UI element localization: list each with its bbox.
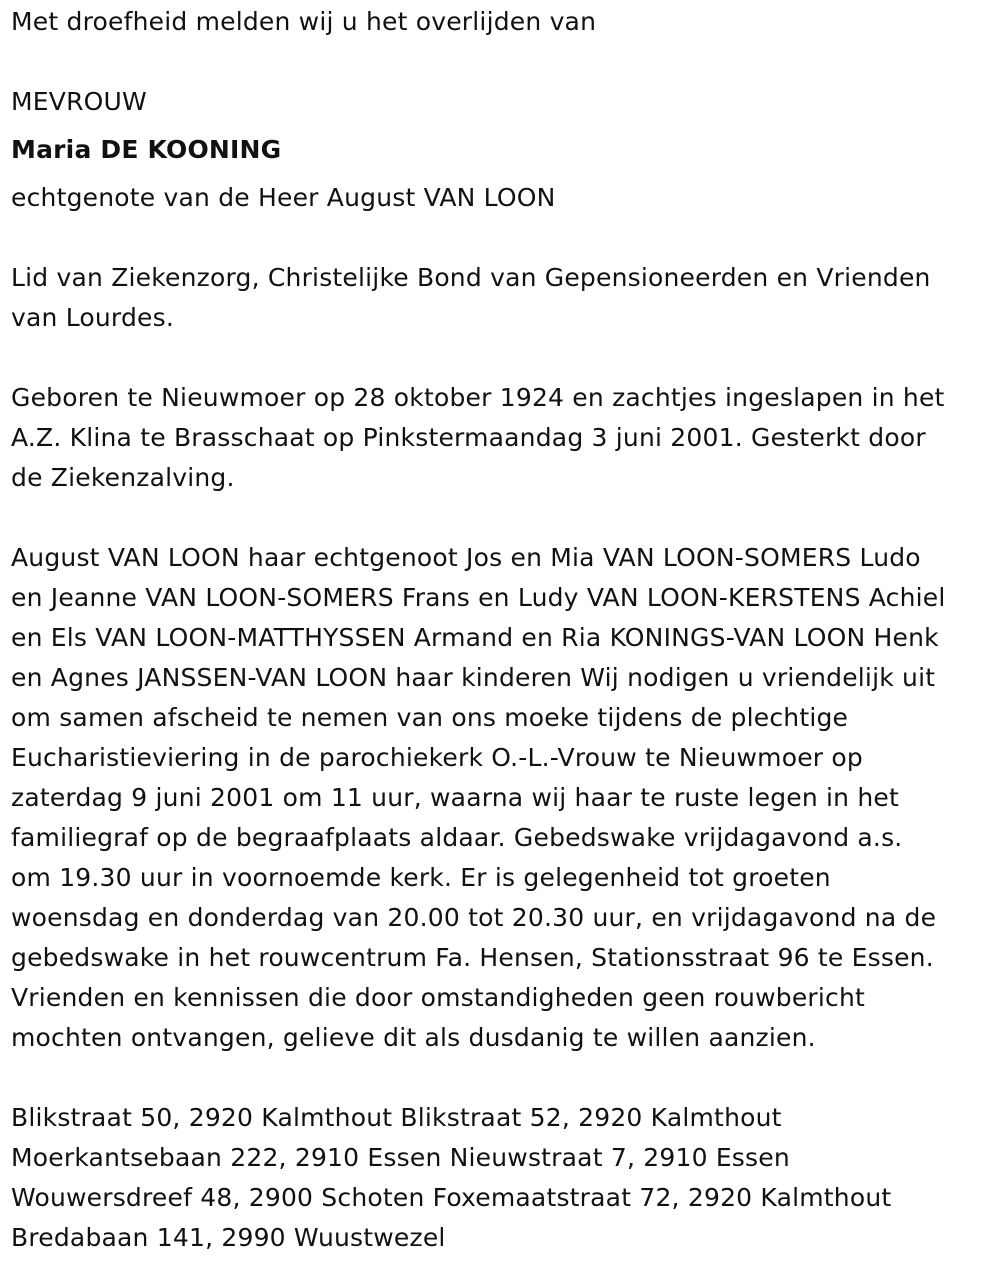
text-line: en Agnes JANSSEN-VAN LOON haar kinderen Wij nodigen u vriendelijk uit [11, 663, 936, 692]
text-line: mochten ontvangen, gelieve dit als dusdanig te willen aanzien. [11, 1023, 816, 1052]
membership-paragraph [11, 258, 991, 338]
text-line: om samen afscheid te nemen van ons moeke tijdens de plechtige [11, 703, 849, 732]
text-line: de Ziekenzalving. [11, 463, 235, 492]
address-line: Blikstraat 50, 2920 Kalmthout Blikstraat 52, 2920 Kalmthout [11, 1103, 782, 1132]
spacer [11, 338, 991, 378]
deceased-name: Maria DE KOONING [11, 135, 282, 164]
birth-death-paragraph [11, 378, 991, 498]
text-line: A.Z. Klina te Brasschaat op Pinkstermaandag 3 juni 2001. Gesterkt door [11, 423, 926, 452]
text-line: en Jeanne VAN LOON-SOMERS Frans en Ludy VAN LOON-KERSTENS Achiel [11, 583, 946, 612]
text-line: gebedswake in het rouwcentrum Fa. Hensen, Stationsstraat 96 te Essen. [11, 943, 934, 972]
honorific: MEVROUW [11, 87, 147, 116]
text-line: zaterdag 9 juni 2001 om 11 uur, waarna wij haar te ruste legen in het [11, 783, 900, 812]
obituary-document [11, 2, 991, 1258]
address-line: Wouwersdreef 48, 2900 Schoten Foxemaatstraat 72, 2920 Kalmthout [11, 1183, 892, 1212]
spacer [11, 1058, 991, 1098]
address-line: Moerkantsebaan 222, 2910 Essen Nieuwstraat 7, 2910 Essen [11, 1143, 790, 1172]
spacer [11, 42, 991, 82]
text-line: en Els VAN LOON-MATTHYSSEN Armand en Ria KONINGS-VAN LOON Henk [11, 623, 939, 652]
text-line: familiegraf op de begraafplaats aldaar. Gebedswake vrijdagavond a.s. [11, 823, 903, 852]
text-line: Eucharistieviering in de parochiekerk O.-L.-Vrouw te Nieuwmoer op [11, 743, 863, 772]
text-line: woensdag en donderdag van 20.00 tot 20.30 uur, en vrijdagavond na de [11, 903, 937, 932]
addresses-paragraph [11, 1098, 991, 1258]
spacer [11, 498, 991, 538]
spacer [11, 218, 991, 258]
text-line: van Lourdes. [11, 303, 174, 332]
spouse-line: echtgenote van de Heer August VAN LOON [11, 183, 556, 212]
text-line: Lid van Ziekenzorg, Christelijke Bond van Gepensioneerden en Vrienden [11, 263, 931, 292]
text-line: Geboren te Nieuwmoer op 28 oktober 1924 en zachtjes ingeslapen in het [11, 383, 945, 412]
text-line: om 19.30 uur in voornoemde kerk. Er is gelegenheid tot groeten [11, 863, 831, 892]
text-line: August VAN LOON haar echtgenoot Jos en Mia VAN LOON-SOMERS Ludo [11, 543, 921, 572]
address-line: Bredabaan 141, 2990 Wuustwezel [11, 1223, 446, 1252]
text-line: Vrienden en kennissen die door omstandigheden geen rouwbericht [11, 983, 866, 1012]
intro-text: Met droefheid melden wij u het overlijden van [11, 7, 597, 36]
family-ceremony-paragraph [11, 538, 991, 1058]
spacer [11, 122, 991, 130]
spacer [11, 170, 991, 178]
